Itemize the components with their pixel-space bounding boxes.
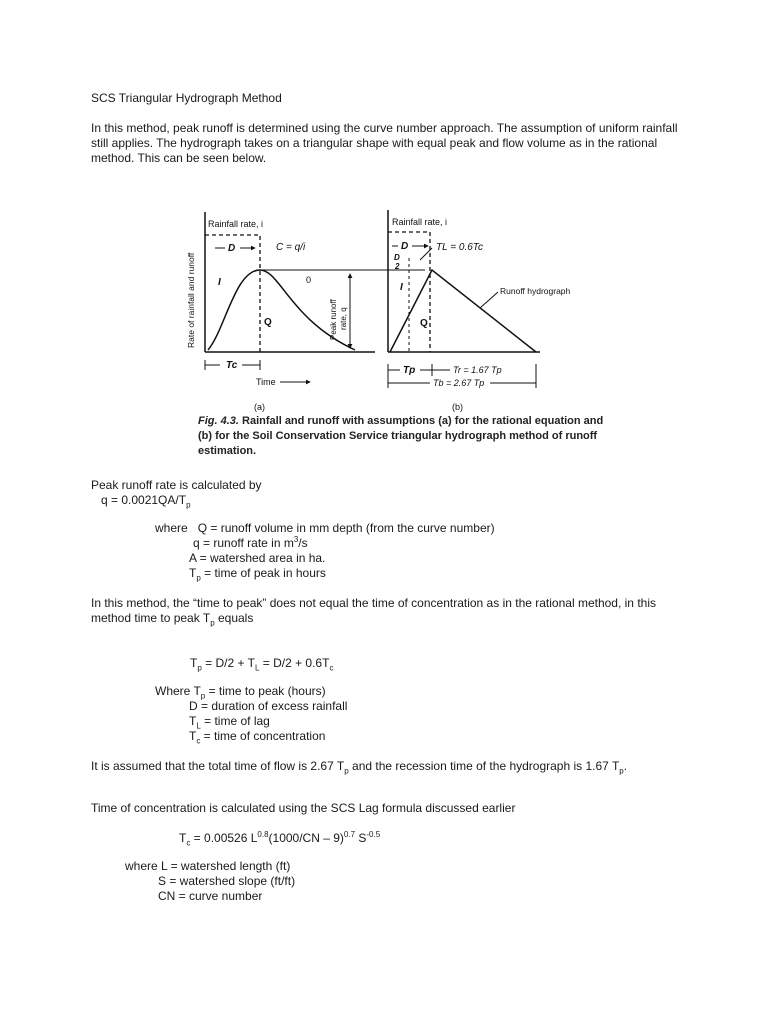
b-panel-label: (b)	[452, 402, 463, 412]
hydrograph-figure	[180, 200, 620, 415]
where-Q-line: where Q = runoff volume in mm depth (from the curve number)	[155, 521, 495, 535]
where2-TL: $T_L$ = time of lag	[189, 714, 270, 731]
b-D-half-top: D	[394, 253, 400, 262]
where2-Tc: $T_c$ = time of concentration	[189, 729, 326, 746]
page-title: SCS Triangular Hydrograph Method	[91, 91, 282, 105]
a-rainfall-rate-label: Rainfall rate, i	[208, 219, 264, 229]
peak-formula: $q = 0.0021QA/T_p$	[101, 493, 191, 510]
a-peak-label-1: Peak runoff	[329, 299, 338, 340]
ttp-text-line-2: method time to peak $T_p$ equals	[91, 611, 254, 628]
def-A: A = watershed area in ha.	[189, 551, 326, 565]
a-panel-label: (a)	[254, 402, 265, 412]
b-rainfall-rate-label: Rainfall rate, i	[392, 217, 448, 227]
panel-a	[186, 212, 425, 412]
tc-equation: $T_c = 0.00526$ $L^{0.8}(1000/CN - 9)^{0.7}$ $S^{-0.5}$	[179, 830, 381, 848]
def-Tp: $T_p$ = time of peak in hours	[189, 566, 326, 583]
where2-Tp: Where $T_p$ = time to peak (hours)	[155, 684, 326, 701]
a-Q-label: Q	[264, 317, 272, 328]
a-D-label: D	[228, 243, 236, 254]
figure-caption-label: Fig. 4.3.	[198, 415, 239, 427]
def-q: q = runoff rate in $m^3/s$	[193, 535, 308, 550]
a-zero-label: 0	[306, 275, 312, 285]
ttp-text-line-1: In this method, the “time to peak” does not equal the time of concentration as in the rational method, in this	[91, 596, 656, 610]
b-Tr-equation: Tr = 1.67 Tp	[453, 365, 502, 375]
b-Tp-label: Tp	[403, 365, 416, 376]
figure-caption-text: Rainfall and runoff with assumptions (a) for the rational equation and (b) for the Soil Conservation Service triangular hydrograph method of runoff estimation.	[198, 415, 604, 457]
b-D-half-bottom: 2	[395, 262, 400, 271]
where3-CN: CN = curve number	[158, 889, 263, 903]
where3-L: where L = watershed length (ft)	[125, 859, 291, 873]
intro-paragraph: In this method, peak runoff is determined using the curve number approach. The assumption of uniform rainfall still applies. The hydrograph takes on a triangular shape with equal peak and flow volume as in the rational method. This can be seen below.	[91, 121, 678, 165]
tc-intro: Time of concentration is calculated using the SCS Lag formula discussed earlier	[91, 801, 516, 815]
where3-S: S = watershed slope (ft/ft)	[158, 874, 296, 888]
figure-caption	[198, 414, 618, 459]
a-time-label: Time	[256, 377, 276, 387]
assumed-sentence: It is assumed that the total time of flow is 2.67 $T_p$ and the recession time of the hydrograph is 1.67 $T_p$.	[91, 759, 628, 776]
b-runoff-hydrograph-label: Runoff hydrograph	[500, 286, 571, 296]
a-I-label: I	[218, 277, 221, 288]
a-y-axis-label: Rate of rainfall and runoff	[186, 252, 196, 348]
a-peak-label-2: rate, q	[339, 307, 348, 330]
panel-b	[388, 210, 571, 412]
b-Tb-equation: Tb = 2.67 Tp	[433, 378, 485, 388]
tp-equation: $T_p = D/2 + T_L = D/2 + 0.6T_c$	[190, 656, 334, 673]
b-I-label: I	[400, 282, 403, 293]
peak-rate-intro: Peak runoff rate is calculated by	[91, 478, 262, 492]
a-C-equation: C = q/i	[276, 242, 306, 253]
where2-D: D = duration of excess rainfall	[189, 699, 348, 713]
b-D-label: D	[401, 241, 409, 252]
a-Tc-label: Tc	[226, 360, 238, 371]
b-Q-label: Q	[420, 318, 428, 329]
b-TL-equation: TL = 0.6Tc	[436, 242, 483, 253]
